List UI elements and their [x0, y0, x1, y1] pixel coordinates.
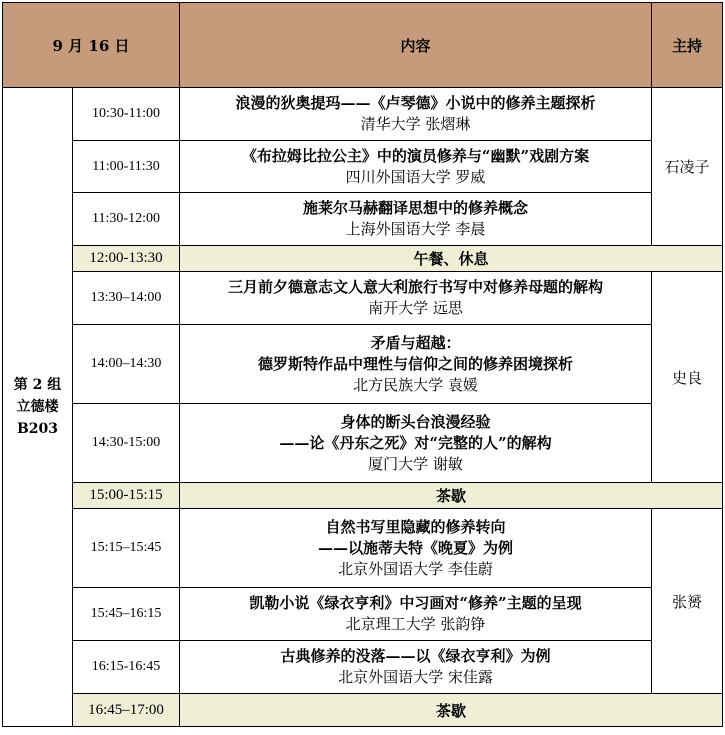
session-time: 11:30-12:00: [73, 193, 180, 246]
talk-title: 三月前夕德意志文人意大利旅行书写中对修养母题的解构: [228, 278, 604, 296]
talk-author: 四川外国语大学 罗威: [345, 167, 486, 186]
session-time: 15:15–15:45: [73, 509, 180, 588]
talk-title: ——论《丹东之死》对“完整的人”的解构: [279, 433, 552, 452]
talk-author: 北方民族大学 袁媛: [353, 375, 478, 394]
session-row: [3, 404, 723, 483]
session-row: [3, 272, 723, 325]
talk-author: 北京外国语大学 李佳蔚: [338, 559, 493, 578]
break-time: 16:45–17:00: [73, 694, 180, 727]
talk-author: 南开大学 远思: [368, 299, 463, 317]
session-row: [3, 141, 723, 193]
session-talk: [180, 141, 652, 193]
header-date: 9 月 16 日: [3, 3, 180, 88]
talk-title: 身体的断头台浪漫经验: [340, 412, 491, 431]
break-time: 12:00-13:30: [73, 246, 180, 272]
talk-author: 上海外国语大学 李晨: [345, 220, 486, 238]
break-label: 茶歇: [180, 694, 723, 727]
header-content: 内容: [180, 3, 652, 88]
session-talk: [180, 88, 652, 141]
break-row: [3, 694, 723, 727]
break-row: [3, 246, 723, 272]
session-talk: [180, 325, 652, 404]
session-row: [3, 88, 723, 141]
session-time: 13:30–14:00: [73, 272, 180, 325]
session-row: [3, 193, 723, 246]
group-line1: 第 2 组: [13, 377, 62, 393]
session-time: 10:30-11:00: [73, 88, 180, 141]
session-time: 11:00-11:30: [73, 141, 180, 193]
schedule-table: [2, 2, 723, 727]
session-talk: [180, 509, 652, 588]
host-cell: 史良: [652, 272, 723, 483]
session-time: 16:15-16:45: [73, 641, 180, 694]
session-talk: [180, 641, 652, 694]
talk-author: 北京理工大学 张韵铮: [345, 615, 486, 633]
group-cell: [3, 88, 73, 727]
talk-author: 厦门大学 谢敏: [368, 454, 463, 473]
talk-title: ——以施蒂夫特《晚夏》为例: [318, 538, 514, 557]
talk-title: 凯勒小说《绿衣亨利》中习画对“修养”主题的呈现: [249, 594, 582, 612]
talk-title: 施莱尔马赫翻译思想中的修养概念: [303, 199, 529, 217]
session-row: [3, 509, 723, 588]
session-talk: [180, 272, 652, 325]
session-row: [3, 588, 723, 641]
session-row: [3, 641, 723, 694]
talk-title: 矛盾与超越：: [370, 333, 461, 352]
host-cell: 张赟: [652, 509, 723, 694]
session-talk: [180, 404, 652, 483]
session-time: 14:30-15:00: [73, 404, 180, 483]
session-talk: [180, 193, 652, 246]
host-cell: 石凌子: [652, 88, 723, 246]
break-label: 午餐、休息: [180, 246, 723, 272]
talk-title: 德罗斯特作品中理性与信仰之间的修养困境探析: [258, 354, 574, 373]
talk-title: 《布拉姆比拉公主》中的演员修养与“幽默”戏剧方案: [241, 146, 590, 165]
talk-title: 古典修养的没落——以《绿衣亨利》为例: [280, 647, 551, 665]
talk-author: 清华大学 张熠琳: [360, 115, 471, 133]
header-host: 主持: [652, 3, 723, 88]
header-row: [3, 3, 723, 88]
break-time: 15:00-15:15: [73, 483, 180, 509]
talk-title: 浪漫的狄奥提玛——《卢琴德》小说中的修养主题探析: [235, 94, 596, 112]
talk-author: 北京外国语大学 宋佳露: [338, 668, 493, 686]
session-talk: [180, 588, 652, 641]
break-row: [3, 483, 723, 509]
break-label: 茶歇: [180, 483, 723, 509]
group-line2: 立德楼: [16, 399, 59, 415]
group-line3: B203: [16, 421, 59, 437]
session-time: 14:00–14:30: [73, 325, 180, 404]
session-row: [3, 325, 723, 404]
session-time: 15:45–16:15: [73, 588, 180, 641]
talk-title: 自然书写里隐藏的修养转向: [325, 517, 506, 536]
